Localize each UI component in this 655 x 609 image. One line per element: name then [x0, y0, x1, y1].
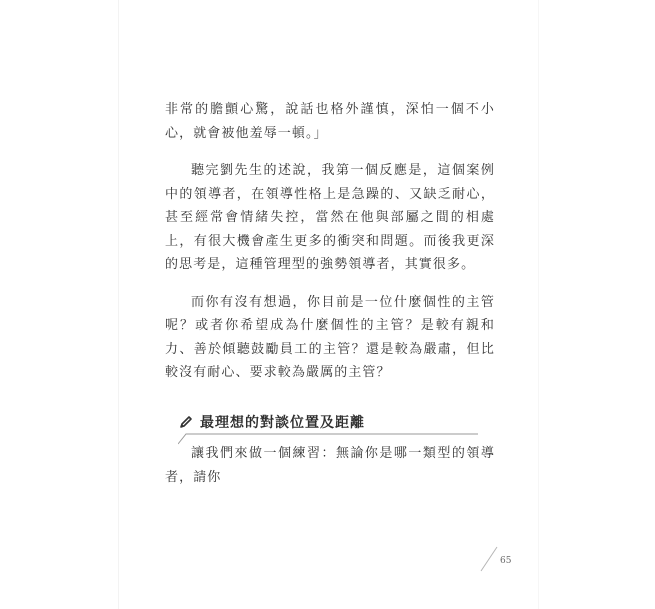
page-corner-mark [478, 545, 500, 573]
section-heading-text: 最理想的對談位置及距離 [200, 415, 365, 431]
pencil-icon [178, 414, 194, 430]
body-text [165, 98, 495, 385]
page-edge-left [118, 0, 119, 609]
page-number: 65 [500, 556, 512, 566]
paragraph-3: 而你有沒有想過，你目前是一位什麼個性的主管呢？或者你希望成為什麼個性的主管？是較有親和力、善於傾聽鼓勵員工的主管？還是較為嚴肅，但比較沒有耐心、要求較為嚴厲的主管？ [165, 294, 495, 380]
paragraph-4: 讓我們來做一個練習：無論你是哪一類型的領導者，請你 [165, 446, 495, 485]
paragraph-2: 聽完劉先生的述說，我第一個反應是，這個案例中的領導者，在領導性格上是急躁的、又缺乏耐心，甚至經常會情緒失控，當然在他與部屬之間的相處上，有很大機會產生更多的衝突和問題。而後我更深的思考是，這種管理型的強勢領導者，其實很多。 [165, 163, 495, 272]
page-edge-right [538, 0, 539, 609]
section-heading [178, 410, 365, 434]
paragraph-1: 非常的膽顫心驚，說話也格外謹慎，深怕一個不小心，就會被他羞辱一頓。」 [165, 102, 495, 141]
